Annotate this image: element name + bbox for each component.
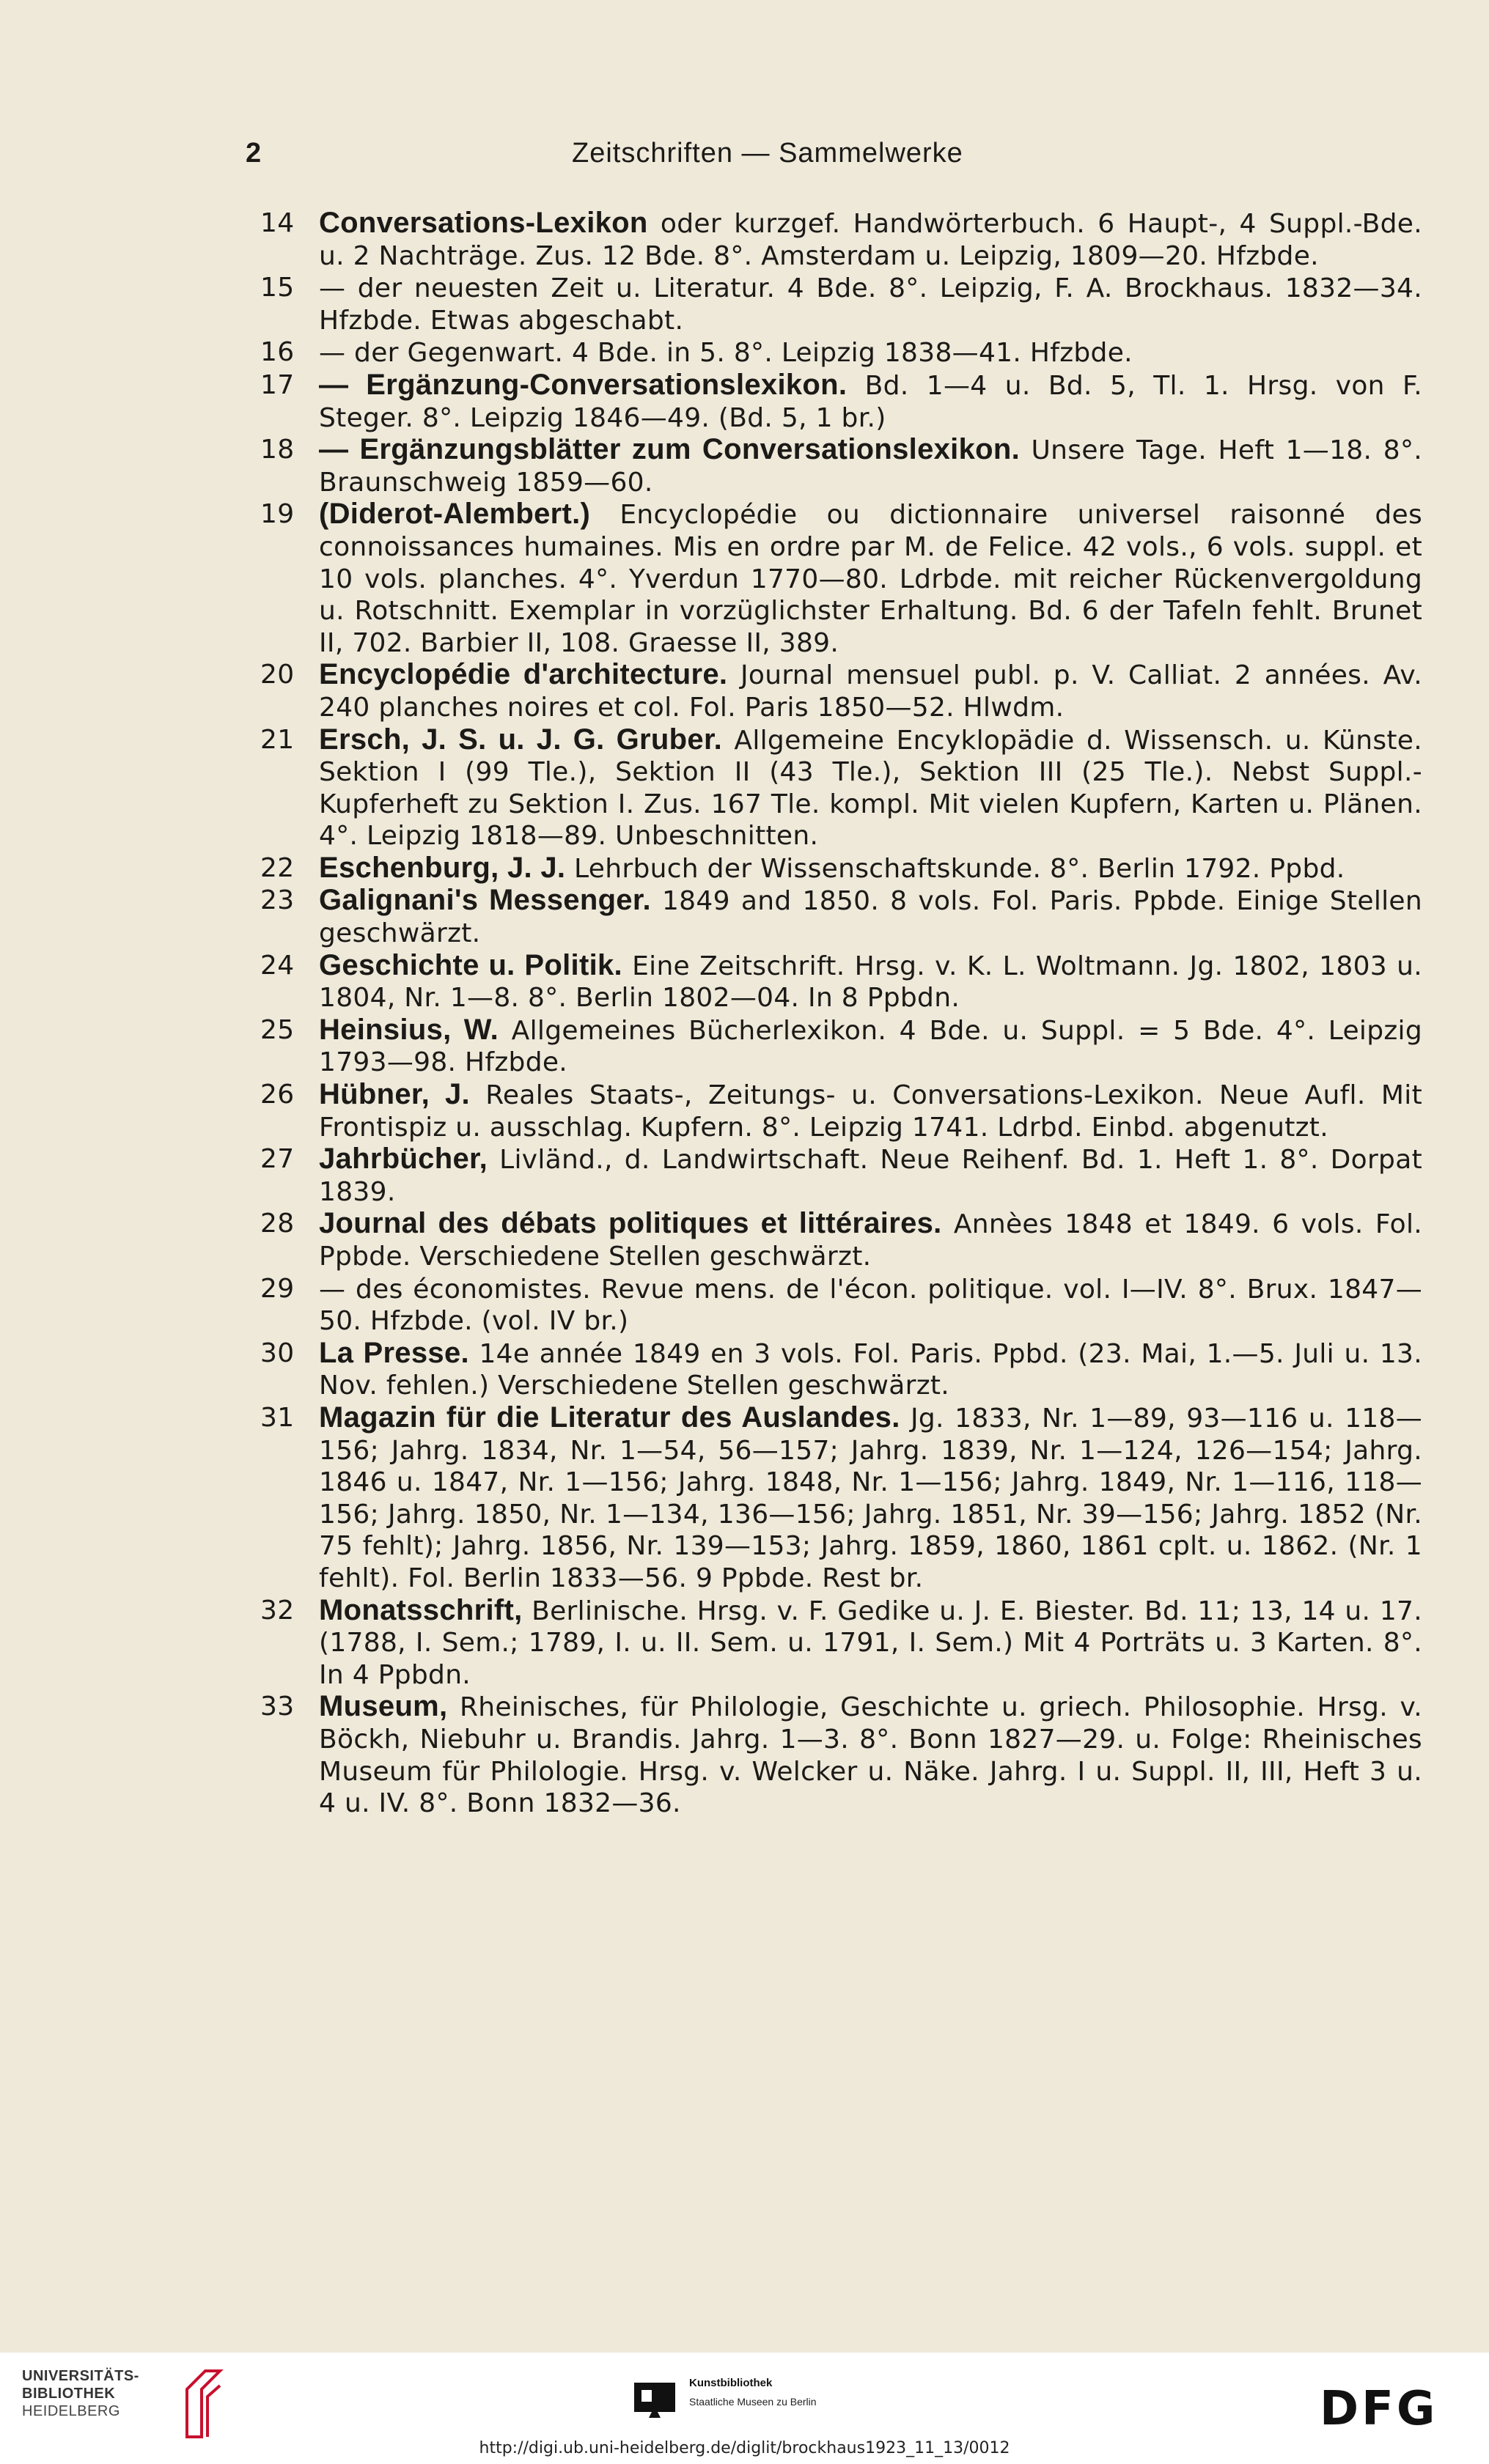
entry-text: — des économistes. Revue mens. de l'écon. politique. vol. I—IV. 8°. Brux. 1847—50. Hfzbde. (vol. IV br.): [319, 1274, 1422, 1337]
entry-text: 14e année 1849 en 3 vols. Fol. Paris. Ppbd. (23. Mai, 1.—5. Juli u. 13. Nov. fehlen.) Verschiedene Stellen geschwärzt.: [319, 1338, 1423, 1401]
entry-text: Encyclopédie ou dictionnaire universel raisonné des connoissances humaines. Mis en ordre par M. de Felice. 42 vols., 6 vols. suppl. et 10 vols. planches. 4°. Yverdun 1770—80. Ldrbde. mit reicher Rückenvergoldung u. Rotschnitt. Exemplar in vorzüglichster Erhaltung. Bd. 6 der Tafeln fehlt. Brunet II, 702. Barbier II, 108. Graesse II, 389.: [319, 500, 1422, 658]
entry-text: — der Gegenwart. 4 Bde. in 5. 8°. Leipzig 1838—41. Hfzbde.: [319, 338, 1133, 369]
entry-heading: Galignani's Messenger.: [319, 884, 651, 917]
catalog-entry: [260, 336, 1422, 369]
entry-text: Annèes 1848 et 1849. 6 vols. Fol. Ppbde. Verschiedene Stellen geschwärzt.: [319, 1209, 1422, 1272]
catalog-entry: [260, 1208, 1422, 1272]
catalog-entry: [260, 369, 1422, 434]
catalog-entries: [260, 207, 1422, 1820]
entry-number: 30: [260, 1338, 295, 1368]
kunstbibliothek-title: Kunstbibliothek: [689, 2377, 773, 2389]
page-number: 2: [246, 138, 262, 169]
entry-heading: Ersch, J. S. u. J. G. Gruber.: [319, 723, 723, 756]
entry-text: Journal mensuel publ. p. V. Calliat. 2 années. Av. 240 planches noires et col. Fol. Paris 1850—52. Hlwdm.: [319, 660, 1422, 723]
entry-heading: Encyclopédie d'architecture.: [319, 658, 728, 691]
entry-number: 31: [260, 1402, 295, 1433]
ub-logo-line1: UNIVERSITÄTS-: [22, 2368, 139, 2384]
entry-heading: — Ergänzungsblätter zum Conversationslexikon.: [319, 433, 1021, 466]
entry-text: Jg. 1833, Nr. 1—89, 93—116 u. 118—156; Jahrg. 1834, Nr. 1—54, 56—157; Jahrg. 1839, Nr. 1—124, 126—154; Jahrg. 1846 u. 1847, Nr. 1—156; Jahrg. 1848, Nr. 1—156; Jahrg. 1849, Nr. 1—116, 118—156; Jahrg. 1850, Nr. 1—134, 136—156; Jahrg. 1851, Nr. 39—156; Jahrg. 1852 (Nr. 75 fehlt); Jahrg. 1856, Nr. 139—153; Jahrg. 1859, 1860, 1861 cplt. u. 1862. (Nr. 1 fehlt). Fol. Berlin 1833—56. 9 Ppbde. Rest br.: [319, 1403, 1422, 1593]
entry-text: Allgemeine Encyklopädie d. Wissensch. u. Künste. Sektion I (99 Tle.), Sektion II (43 Tle.), Sektion III (25 Tle.). Nebst Suppl.-Kupferheft zu Sektion I. Zus. 167 Tle. kompl. Mit vielen Kupfern, Karten u. Plänen. 4°. Leipzig 1818—89. Unbeschnitten.: [319, 725, 1422, 852]
entry-number: 17: [260, 369, 295, 400]
catalog-entry: [260, 1691, 1422, 1819]
footer: [0, 2353, 1489, 2464]
ub-logo-line3: HEIDELBERG: [22, 2403, 120, 2419]
entry-heading: Monatsschrift,: [319, 1593, 523, 1626]
ub-heidelberg-logo[interactable]: [22, 2367, 227, 2448]
entry-number: 22: [260, 852, 295, 883]
entry-heading: Jahrbücher,: [319, 1143, 488, 1176]
entry-heading: — Ergänzung-Conversationslexikon.: [319, 368, 848, 401]
entry-number: 28: [260, 1209, 295, 1239]
entry-number: 16: [260, 337, 295, 368]
entry-heading: Heinsius, W.: [319, 1013, 499, 1046]
ub-logo-line2: BIBLIOTHEK: [22, 2386, 116, 2402]
entry-text: Berlinische. Hrsg. v. F. Gedike u. J. E. Biester. Bd. 11; 13, 14 u. 17. (1788, I. Sem.; 1789, I. u. II. Sem. u. 1791, I. Sem.) Mit 4 Porträts u. 3 Karten. 8°. In 4 Ppbdn.: [319, 1596, 1422, 1690]
entry-text: Livländ., d. Landwirtschaft. Neue Reihenf. Bd. 1. Heft 1. 8°. Dorpat 1839.: [319, 1145, 1422, 1207]
catalog-entry: [260, 885, 1422, 949]
catalog-entry: [260, 724, 1422, 852]
catalog-entry: [260, 852, 1422, 885]
entry-text: Allgemeines Bücherlexikon. 4 Bde. u. Suppl. = 5 Bde. 4°. Leipzig 1793—98. Hfzbde.: [319, 1015, 1422, 1078]
entry-heading: La Presse.: [319, 1336, 469, 1369]
entry-text: Eine Zeitschrift. Hrsg. v. K. L. Woltmann. Jg. 1802, 1803 u. 1804, Nr. 1—8. 8°. Berlin 1802—04. In 8 Ppbdn.: [319, 951, 1422, 1014]
catalog-entry: [260, 1014, 1422, 1079]
catalog-entry: [260, 434, 1422, 498]
entry-heading: Hübner, J.: [319, 1078, 470, 1111]
entry-heading: Conversations-Lexikon: [319, 207, 648, 239]
entry-number: 32: [260, 1595, 295, 1626]
entry-number: 19: [260, 499, 295, 530]
entry-number: 23: [260, 885, 295, 916]
catalog-entry: [260, 1402, 1422, 1595]
entry-number: 18: [260, 435, 295, 465]
ub-logo-mark-icon: [180, 2367, 224, 2441]
catalog-entry: [260, 498, 1422, 659]
dfg-logo[interactable]: DFG: [1320, 2382, 1438, 2436]
permalink-url[interactable]: http://digi.ub.uni-heidelberg.de/diglit/brockhaus1923_11_13/0012: [479, 2439, 1010, 2457]
kunstbibliothek-logo[interactable]: [634, 2371, 876, 2422]
catalog-entry: [260, 950, 1422, 1014]
catalog-entry: [260, 659, 1422, 723]
entry-number: 33: [260, 1692, 295, 1722]
catalog-entry: [260, 1143, 1422, 1208]
kunstbibliothek-subtitle: Staatliche Museen zu Berlin: [689, 2396, 817, 2408]
entry-text: Rheinisches, für Philologie, Geschichte u. griech. Philosophie. Hrsg. v. Böckh, Niebuhr u. Brandis. Jahrg. 1—3. 8°. Bonn 1827—29. u. Folge: Rheinisches Museum für Philologie. Hrsg. v. Welcker u. Näke. Jahrg. I u. Suppl. II, III, Heft 3 u. 4 u. IV. 8°. Bonn 1832—36.: [319, 1692, 1422, 1819]
entry-number: 29: [260, 1273, 295, 1304]
entry-number: 21: [260, 724, 295, 755]
catalog-entry: [260, 1273, 1422, 1338]
entry-text: oder kurzgef. Handwörterbuch. 6 Haupt-, 4 Suppl.-Bde. u. 2 Nachträge. Zus. 12 Bde. 8°. Amsterdam u. Leipzig, 1809—20. Hfzbde.: [319, 209, 1422, 271]
entry-heading: Eschenburg, J. J.: [319, 851, 566, 884]
catalog-entry: [260, 207, 1422, 272]
catalog-entry: [260, 1338, 1422, 1402]
entry-text: Lehrbuch der Wissenschaftskunde. 8°. Berlin 1792. Ppbd.: [565, 853, 1345, 884]
page-header: [246, 138, 1419, 182]
running-title: Zeitschriften — Sammelwerke: [572, 138, 963, 169]
entry-number: 14: [260, 208, 295, 238]
entry-text: Reales Staats-, Zeitungs- u. Conversations-Lexikon. Neue Aufl. Mit Frontispiz u. ausschlag. Kupfern. 8°. Leipzig 1741. Ldrbd. Einbd. abgenutzt.: [319, 1080, 1422, 1143]
catalog-entry: [260, 1595, 1422, 1692]
entry-heading: Journal des débats politiques et littéraires.: [319, 1207, 942, 1240]
entry-heading: Geschichte u. Politik.: [319, 948, 622, 981]
entry-number: 26: [260, 1080, 295, 1110]
entry-number: 24: [260, 950, 295, 981]
catalog-entry: [260, 1079, 1422, 1143]
entry-text: Unsere Tage. Heft 1—18. 8°. Braunschweig 1859—60.: [319, 435, 1422, 498]
entry-heading: Museum,: [319, 1690, 448, 1723]
catalog-entry: [260, 272, 1422, 336]
entry-number: 20: [260, 660, 295, 690]
entry-text: Bd. 1—4 u. Bd. 5, Tl. 1. Hrsg. von F. Steger. 8°. Leipzig 1846—49. (Bd. 5, 1 br.): [319, 370, 1423, 433]
entry-heading: Magazin für die Literatur des Auslandes.: [319, 1401, 900, 1434]
entry-number: 25: [260, 1014, 295, 1045]
entry-heading: (Diderot-Alembert.): [319, 498, 591, 531]
entry-number: 27: [260, 1144, 295, 1175]
kunstbibliothek-mark-icon: [634, 2377, 675, 2418]
entry-text: 1849 and 1850. 8 vols. Fol. Paris. Ppbde. Einige Stellen geschwärzt.: [319, 886, 1422, 949]
entry-number: 15: [260, 273, 295, 303]
entry-text: — der neuesten Zeit u. Literatur. 4 Bde. 8°. Leipzig, F. A. Brockhaus. 1832—34. Hfzbde. Etwas abgeschabt.: [319, 273, 1422, 336]
